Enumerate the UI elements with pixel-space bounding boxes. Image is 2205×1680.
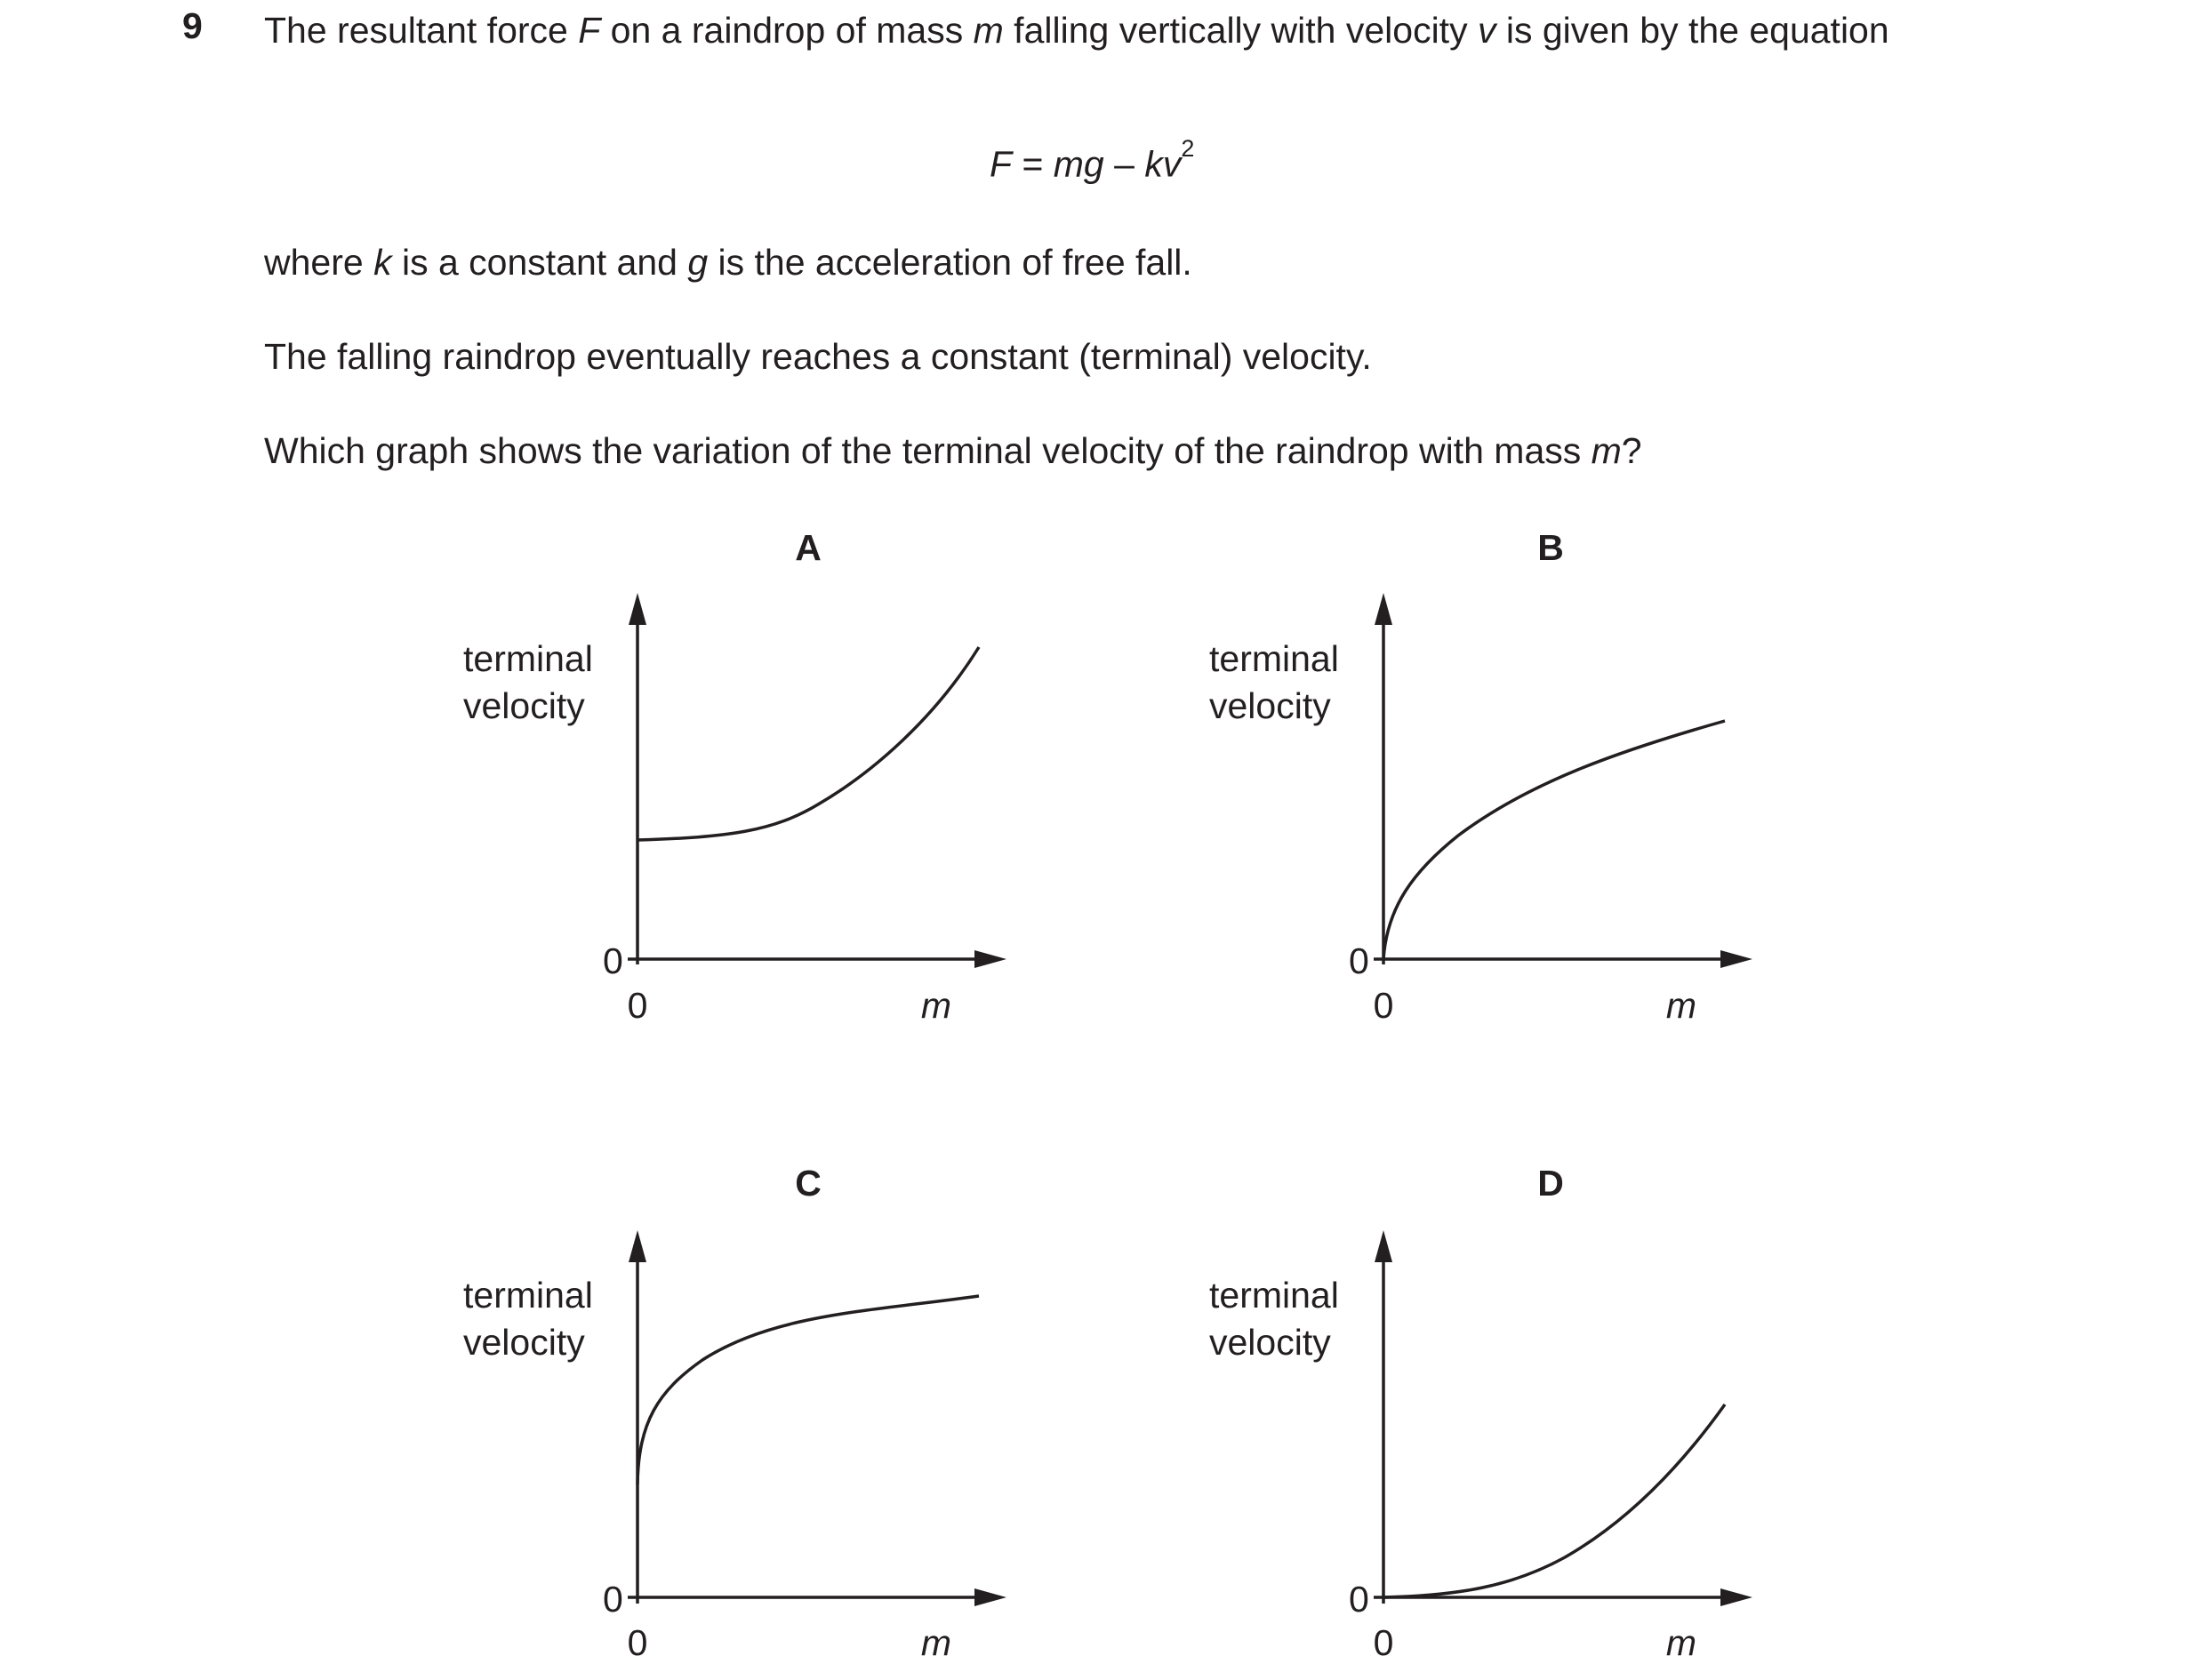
option-b-origin-y-label: 0 [1349, 940, 1369, 981]
option-a-curve [637, 647, 979, 840]
option-c-letter[interactable]: C [795, 1163, 822, 1204]
question-number: 9 [182, 5, 203, 46]
option-c-ylabel-line2: velocity [463, 1322, 585, 1363]
option-b-ylabel-line1: terminal [1209, 638, 1339, 679]
option-a-x-label: m [920, 985, 952, 1026]
where-sentence: where k is a constant and g is the acceleration of free fall. [264, 242, 1192, 283]
option-a-origin-y-label: 0 [603, 940, 623, 981]
option-c-x-label: m [920, 1622, 952, 1663]
option-d-ylabel-line2: velocity [1209, 1322, 1331, 1363]
option-d-y-arrowhead [1375, 1230, 1392, 1262]
question-stem: The resultant force F on a raindrop of mass m falling vertically with velocity v is given by the equation [264, 10, 1889, 51]
force-equation: F = mg – $kv^2$ [990, 135, 1195, 185]
option-b-ylabel-line2: velocity [1209, 685, 1331, 726]
option-b-x-label: m [1665, 985, 1697, 1026]
option-d-origin-x-label: 0 [1373, 1622, 1394, 1663]
option-d-x-label: m [1665, 1622, 1697, 1663]
option-d-origin-y-label: 0 [1349, 1579, 1369, 1620]
option-b-y-arrowhead [1375, 593, 1392, 625]
option-a-letter[interactable]: A [795, 527, 822, 568]
option-d-letter[interactable]: D [1537, 1163, 1564, 1204]
option-a-y-arrowhead [629, 593, 646, 625]
option-b-x-arrowhead [1720, 950, 1752, 968]
question-prompt: Which graph shows the variation of the terminal velocity of the raindrop with mass m? [264, 430, 1642, 471]
graph-a[interactable] [463, 527, 1006, 1026]
graph-d[interactable] [1209, 1163, 1752, 1663]
option-a-origin-x-label: 0 [627, 985, 648, 1026]
option-c-origin-x-label: 0 [627, 1622, 648, 1663]
option-b-curve [1383, 721, 1725, 959]
graph-b[interactable] [1209, 527, 1752, 1026]
option-c-curve [637, 1296, 979, 1484]
option-b-letter[interactable]: B [1537, 527, 1564, 568]
option-a-ylabel-line2: velocity [463, 685, 585, 726]
terminal-sentence: The falling raindrop eventually reaches a constant (terminal) velocity. [264, 336, 1372, 377]
option-b-origin-x-label: 0 [1373, 985, 1394, 1026]
option-c-x-arrowhead [974, 1588, 1006, 1606]
option-d-ylabel-line1: terminal [1209, 1275, 1339, 1316]
option-d-curve [1383, 1404, 1725, 1597]
option-d-x-arrowhead [1720, 1588, 1752, 1606]
option-c-ylabel-line1: terminal [463, 1275, 593, 1316]
option-c-y-arrowhead [629, 1230, 646, 1262]
option-a-ylabel-line1: terminal [463, 638, 593, 679]
option-a-x-arrowhead [974, 950, 1006, 968]
graph-c[interactable] [463, 1163, 1006, 1663]
option-c-origin-y-label: 0 [603, 1579, 623, 1620]
